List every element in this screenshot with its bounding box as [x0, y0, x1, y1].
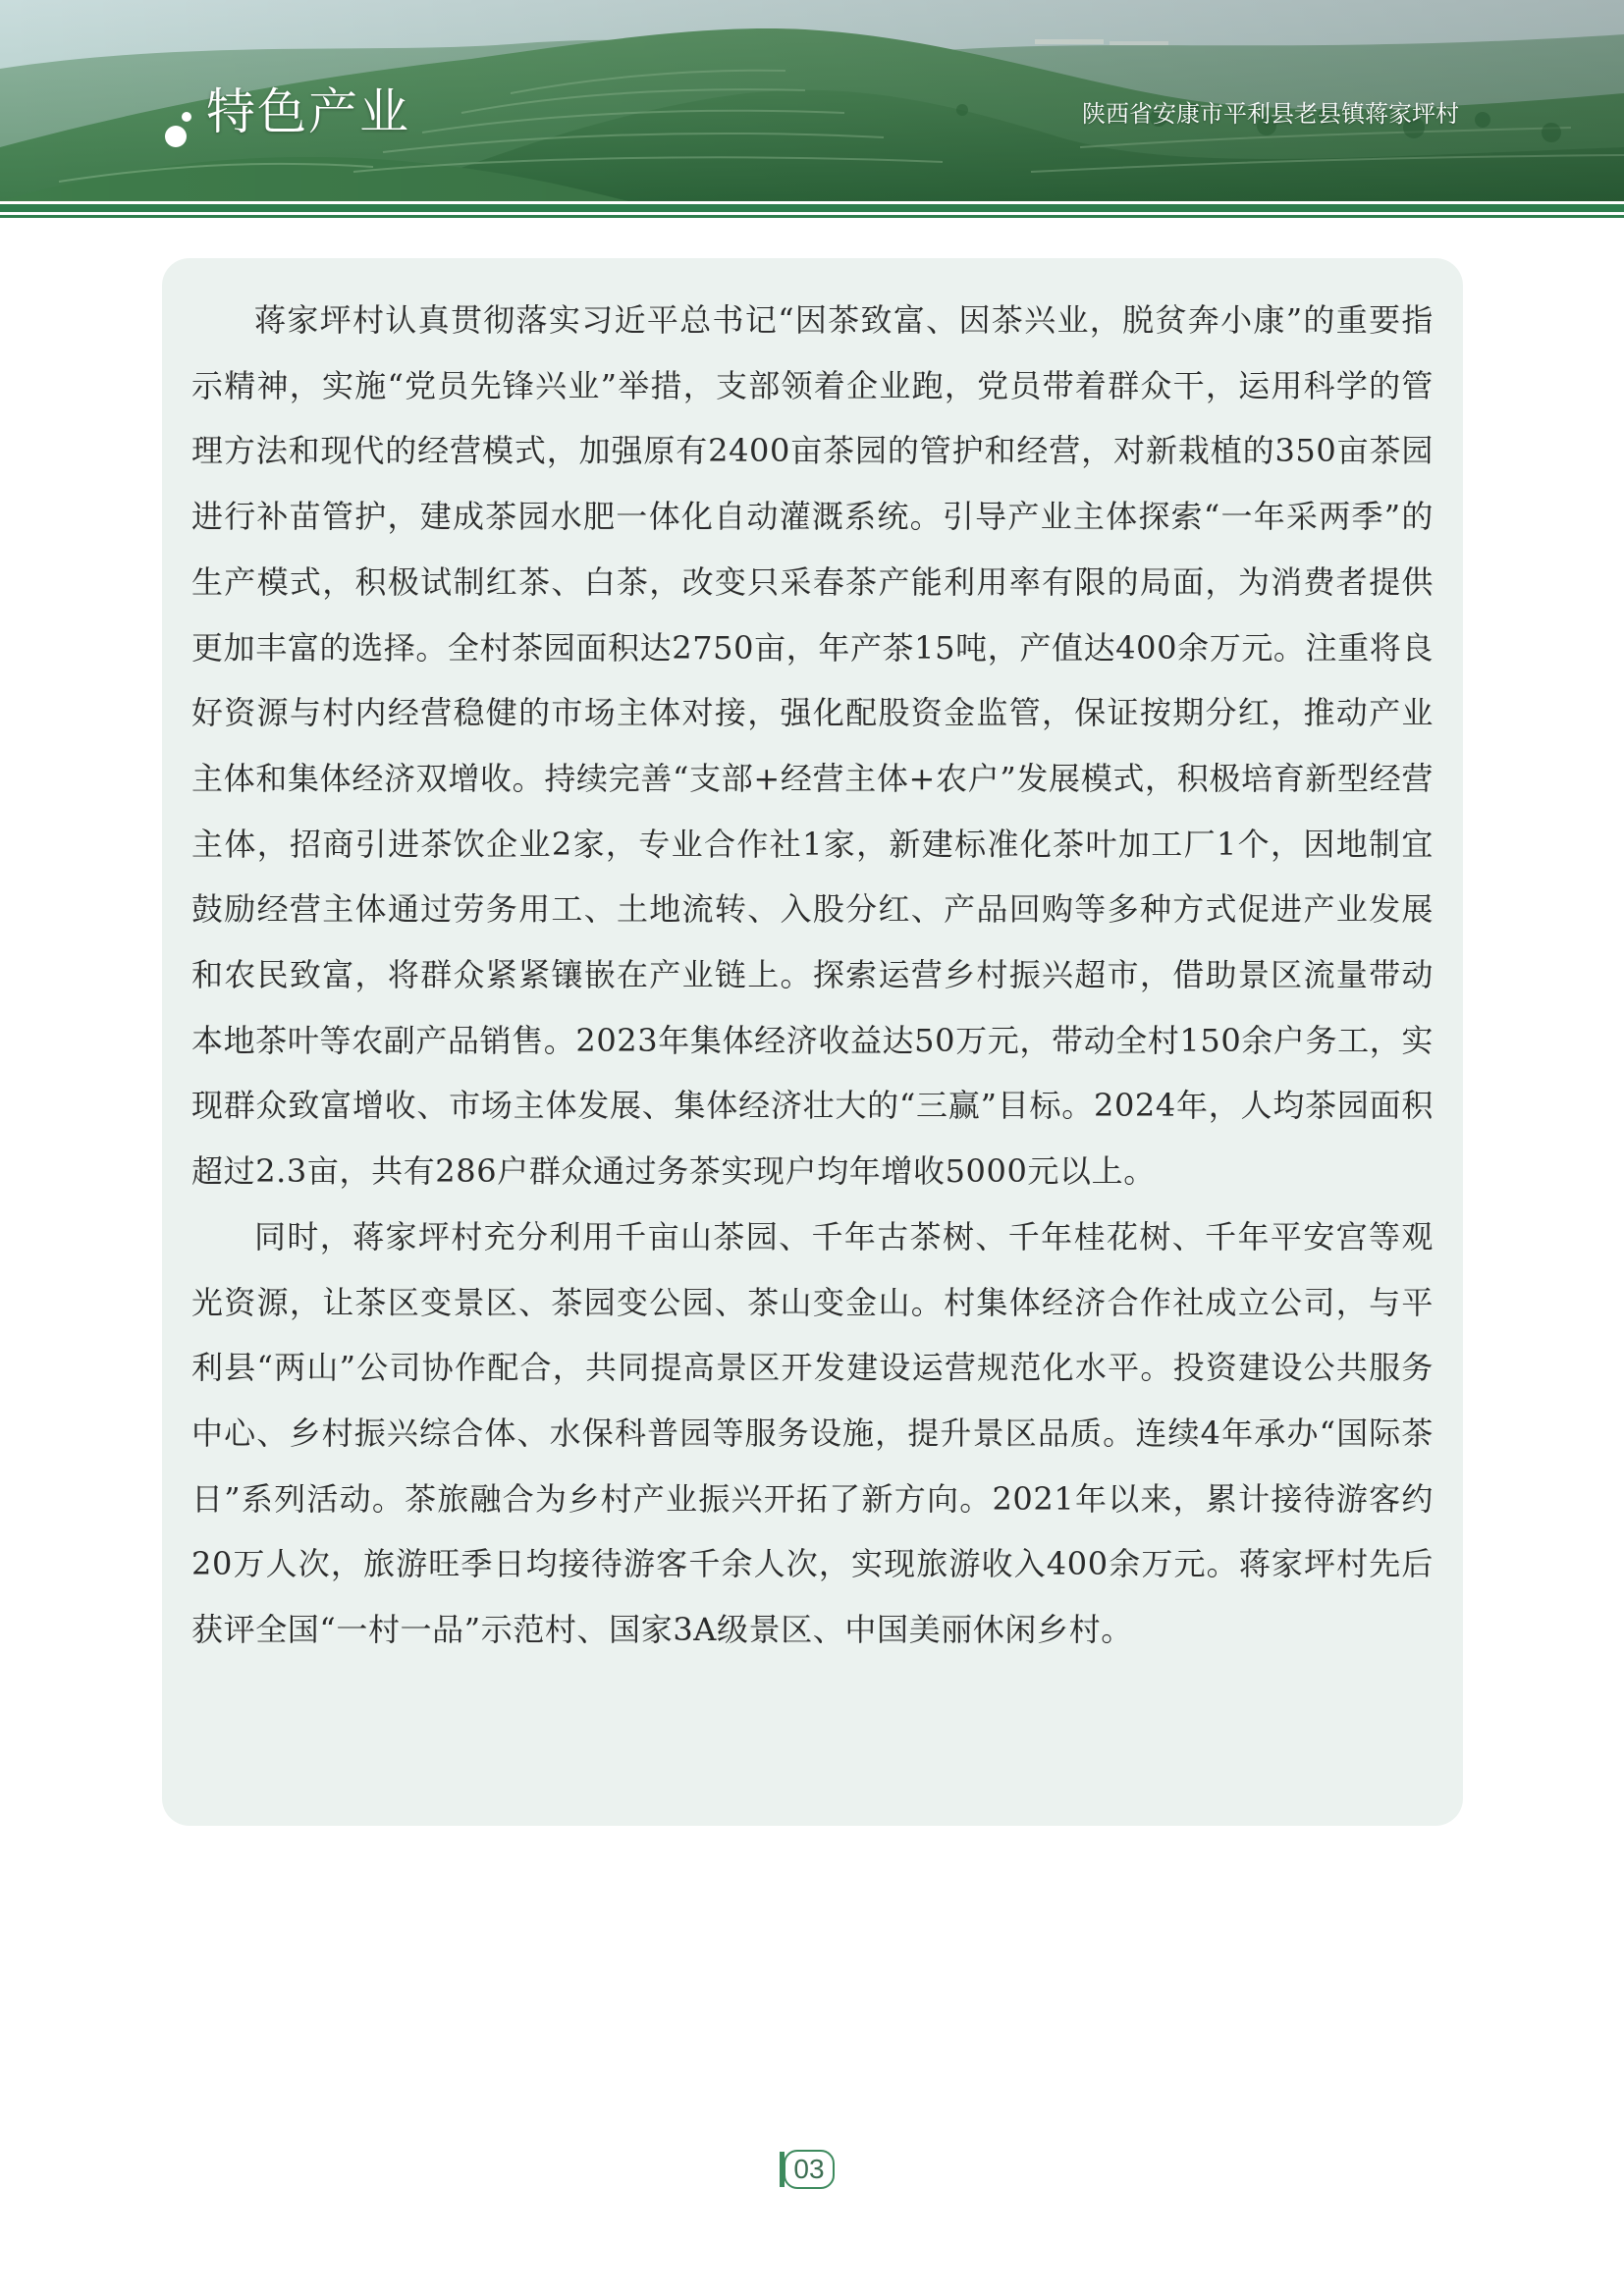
- header-divider-thick: [0, 204, 1624, 212]
- title-dots-icon: [159, 108, 198, 152]
- large-dot: [165, 126, 187, 147]
- section-title: 特色产业: [206, 84, 410, 139]
- header-banner: [0, 0, 1624, 201]
- small-dot: [182, 112, 191, 122]
- page-number: 03: [793, 2154, 825, 2184]
- article-body: [162, 258, 1463, 1826]
- paragraph-1: 蒋家坪村认真贯彻落实习近平总书记“因茶致富、因茶兴业，脱贫奔小康”的重要指示精神，实施“党员先锋兴业”举措，支部领着企业跑，党员带着群众干，运用科学的管理方法和现代的经营模式，加强原有2400亩茶园的管护和经营，对新栽植的350亩茶园进行补苗管护，建成茶园水肥一体化自动灌溉系统。引导产业主体探索“一年采两季”的生产模式，积极试制红茶、白茶，改变只采春茶产能利用率有限的局面，为消费者提供更加丰富的选择。全村茶园面积达2750亩，年产茶15吨，产值达400余万元。注重将良好资源与村内经营稳健的市场主体对接，强化配股资金监管，保证按期分红，推动产业主体和集体经济双增收。持续完善“支部+经营主体+农户”发展模式，积极培育新型经营主体，招商引进茶饮企业2家，专业合作社1家，新建标准化茶叶加工厂1个，因地制宜鼓励经营主体通过劳务用工、土地流转、入股分红、产品回购等多种方式促进产业发展和农民致富，将群众紧紧镶嵌在产业链上。探索运营乡村振兴超市，借助景区流量带动本地茶叶等农副产品销售。2023年集体经济收益达50万元，带动全村150余户务工，实现群众致富增收、市场主体发展、集体经济壮大的“三赢”目标。2024年，人均茶园面积超过2.3亩，共有286户群众通过务茶实现户均年增收5000元以上。: [191, 301, 1434, 1191]
- location-label: 陕西省安康市平利县老县镇蒋家坪村: [1082, 101, 1459, 128]
- page-number-badge: [784, 2150, 835, 2189]
- header-divider-thin: [0, 215, 1624, 218]
- paragraph-2: 同时，蒋家坪村充分利用千亩山茶园、千年古茶树、千年桂花树、千年平安宫等观光资源，让茶区变景区、茶园变公园、茶山变金山。村集体经济合作社成立公司，与平利县“两山”公司协作配合，共同提高景区开发建设运营规范化水平。投资建设公共服务中心、乡村振兴综合体、水保科普园等服务设施，提升景区品质。连续4年承办“国际茶日”系列活动。茶旅融合为乡村产业振兴开拓了新方向。2021年以来，累计接待游客约20万人次，旅游旺季日均接待游客千余人次，实现旅游收入400余万元。蒋家坪村先后获评全国“一村一品”示范村、国家3A级景区、中国美丽休闲乡村。: [191, 1217, 1434, 1649]
